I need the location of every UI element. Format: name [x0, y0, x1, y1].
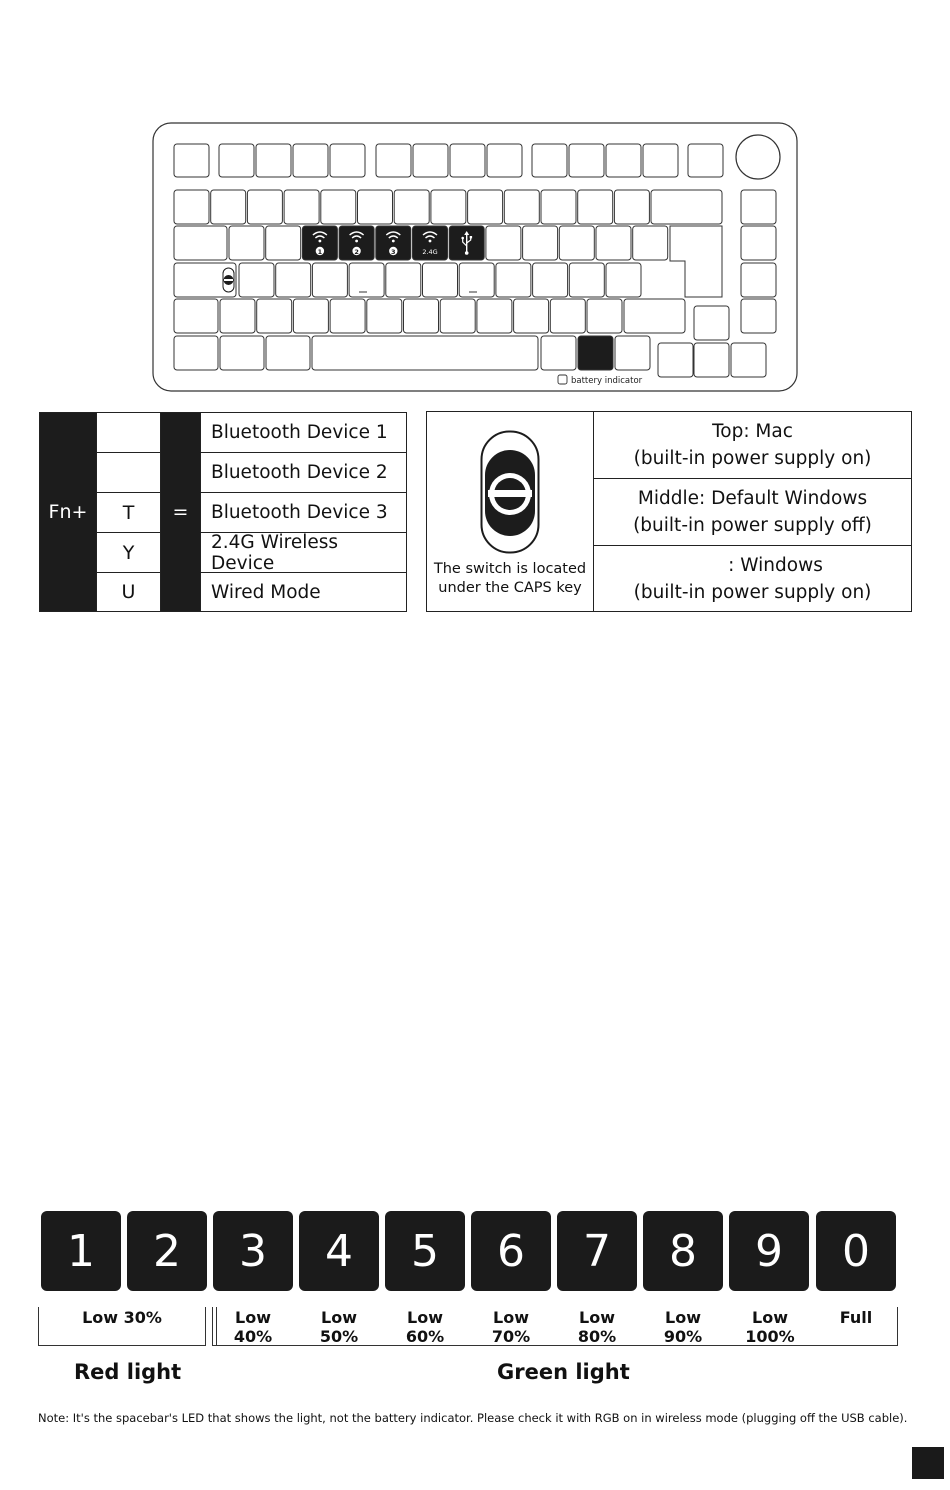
- keycap-highlighted: [578, 336, 613, 370]
- keycap: [633, 226, 668, 260]
- battery-key: 8: [643, 1211, 723, 1291]
- battery-level: Low 60%: [405, 1308, 445, 1346]
- keycap: [523, 226, 558, 260]
- keycap: [266, 336, 310, 370]
- fn-key: Y: [122, 541, 135, 564]
- keycap: [239, 263, 274, 297]
- fn-label: 2.4G Wireless Device: [211, 531, 339, 574]
- volume-knob: [736, 135, 780, 179]
- keycap: [606, 144, 641, 177]
- keycap: [541, 190, 576, 224]
- keycap: [496, 263, 531, 297]
- keycap: [376, 144, 411, 177]
- green-light-label: Green light: [497, 1360, 630, 1384]
- keycap: [596, 226, 631, 260]
- keycap: [284, 190, 319, 224]
- battery-key: 6: [471, 1211, 551, 1291]
- device-number: 1: [317, 247, 323, 256]
- keycap: [688, 144, 723, 177]
- keyboard-svg: [152, 122, 798, 392]
- keycap: [606, 263, 641, 297]
- battery-key: 3: [213, 1211, 293, 1291]
- keycap: [741, 226, 776, 260]
- keycap: [643, 144, 678, 177]
- keycap: [312, 336, 538, 370]
- wireless-2-4g-label: 2.4G: [422, 248, 438, 256]
- keycap: [741, 263, 776, 297]
- fn-label-cell: [200, 532, 407, 573]
- keycap: [174, 190, 209, 224]
- fn-label-cell: [200, 452, 407, 493]
- fn-label: Bluetooth Device 2: [211, 462, 388, 483]
- keycap: [541, 336, 576, 370]
- mode-line2: (built-in power supply on): [633, 581, 872, 603]
- keycap: [174, 299, 218, 333]
- battery-note: Note: It's the spacebar's LED that shows the light, not the battery indicator. Please check it with RGB on in wireless mode (plugging off the USB cable).: [38, 1411, 908, 1425]
- keycap: [450, 144, 485, 177]
- battery-level: Low 40%: [233, 1308, 273, 1346]
- keycap: [220, 299, 255, 333]
- keycap: [211, 190, 246, 224]
- keycap: [293, 299, 328, 333]
- keycap: [293, 144, 328, 177]
- keycap: [694, 343, 729, 377]
- battery-key: 0: [816, 1211, 896, 1291]
- keycap: [367, 299, 402, 333]
- keycap: [731, 343, 766, 377]
- battery-key: 2: [127, 1211, 207, 1291]
- keycap: [569, 263, 604, 297]
- battery-level: Low 70%: [491, 1308, 531, 1346]
- fn-prefix: Fn+: [48, 501, 88, 523]
- fn-prefix-cell: [39, 412, 97, 612]
- keycap: [658, 343, 693, 377]
- mode-line2: (built-in power supply off): [633, 515, 872, 536]
- battery-level: Full: [839, 1308, 873, 1327]
- equals-sign: =: [172, 501, 189, 523]
- keycap: [514, 299, 549, 333]
- keycap: [220, 336, 264, 370]
- battery-level: Low 50%: [319, 1308, 359, 1346]
- fn-key-cell: [96, 452, 161, 493]
- keycap: [423, 263, 458, 297]
- keycap: [413, 144, 448, 177]
- fn-label: Bluetooth Device 3: [211, 502, 388, 523]
- keycap: [247, 190, 282, 224]
- fn-key-cell: [96, 572, 161, 612]
- keycap: [257, 299, 292, 333]
- switch-mode-middle: [593, 478, 912, 546]
- switch-location-note-line2: under the CAPS key: [438, 580, 582, 596]
- keycap: [276, 263, 311, 297]
- keycap: [532, 144, 567, 177]
- keycap: [358, 190, 393, 224]
- device-number: 2: [354, 247, 359, 256]
- keycap: [229, 226, 264, 260]
- keycap: [624, 299, 685, 333]
- keycap: [614, 190, 649, 224]
- keycap: [174, 144, 209, 177]
- keycap: [431, 190, 466, 224]
- equals-cell: [160, 412, 201, 612]
- red-light-label: Red light: [74, 1360, 182, 1384]
- mode-line2: (built-in power supply on): [633, 448, 872, 469]
- keycap: [741, 299, 776, 333]
- keycap: [741, 190, 776, 224]
- battery-level: Low 30%: [82, 1308, 162, 1327]
- keycap: [504, 190, 539, 224]
- keycap: [694, 306, 729, 340]
- keycap: [615, 336, 650, 370]
- fn-key-cell: [96, 492, 161, 533]
- fn-key-cell: [96, 412, 161, 453]
- fn-label-cell: [200, 572, 407, 612]
- battery-key: 1: [41, 1211, 121, 1291]
- fn-label: Wired Mode: [211, 581, 321, 603]
- enter-keycap: [670, 226, 722, 297]
- keyboard-diagram: [152, 122, 798, 392]
- keycap: [587, 299, 622, 333]
- keycap: [651, 190, 722, 224]
- keycap: [468, 190, 503, 224]
- switch-mode-bottom: [593, 545, 912, 612]
- mode-line1: Middle: Default Windows: [637, 488, 868, 509]
- battery-key: 7: [557, 1211, 637, 1291]
- battery-level: Low 80%: [577, 1308, 617, 1346]
- switch-location-note-line1: The switch is located: [433, 561, 587, 577]
- battery-key: 9: [729, 1211, 809, 1291]
- mode-line1: : Windows: [728, 554, 823, 576]
- keycap: [219, 144, 254, 177]
- page-corner-block: [912, 1447, 944, 1479]
- caps-switch-icon: [223, 268, 234, 292]
- keycap: [312, 263, 347, 297]
- keycap: [321, 190, 356, 224]
- fn-label-cell: [200, 492, 407, 533]
- keycap: [486, 226, 521, 260]
- battery-level: Low 100%: [745, 1308, 795, 1346]
- keycap: [394, 190, 429, 224]
- keycap: [404, 299, 439, 333]
- fn-key: U: [121, 581, 136, 603]
- fn-label: Bluetooth Device 1: [211, 422, 388, 443]
- keycap: [266, 226, 301, 260]
- keycap: [533, 263, 568, 297]
- keycap: [256, 144, 291, 177]
- keycap: [330, 144, 365, 177]
- switch-mode-top: [593, 411, 912, 479]
- keycap: [174, 226, 227, 260]
- keycap: [174, 336, 218, 370]
- battery-key: 4: [299, 1211, 379, 1291]
- battery-indicator-label: battery indicator: [571, 376, 643, 386]
- keycap: [559, 226, 594, 260]
- keycap: [550, 299, 585, 333]
- mode-line1: Top: Mac: [712, 421, 793, 442]
- keycap: [578, 190, 613, 224]
- keycap: [386, 263, 421, 297]
- device-number: 3: [391, 247, 396, 256]
- keycap: [330, 299, 365, 333]
- fn-key: T: [122, 501, 135, 524]
- switch-illustration-cell: [426, 411, 594, 612]
- mode-switch-icon: [480, 430, 540, 554]
- battery-level: Low 90%: [663, 1308, 703, 1346]
- fn-key-cell: [96, 532, 161, 573]
- fn-label-cell: [200, 412, 407, 453]
- keycap: [487, 144, 522, 177]
- battery-key: 5: [385, 1211, 465, 1291]
- keycap: [440, 299, 475, 333]
- battery-indicator-icon: [558, 375, 567, 384]
- keycap: [477, 299, 512, 333]
- keycap: [569, 144, 604, 177]
